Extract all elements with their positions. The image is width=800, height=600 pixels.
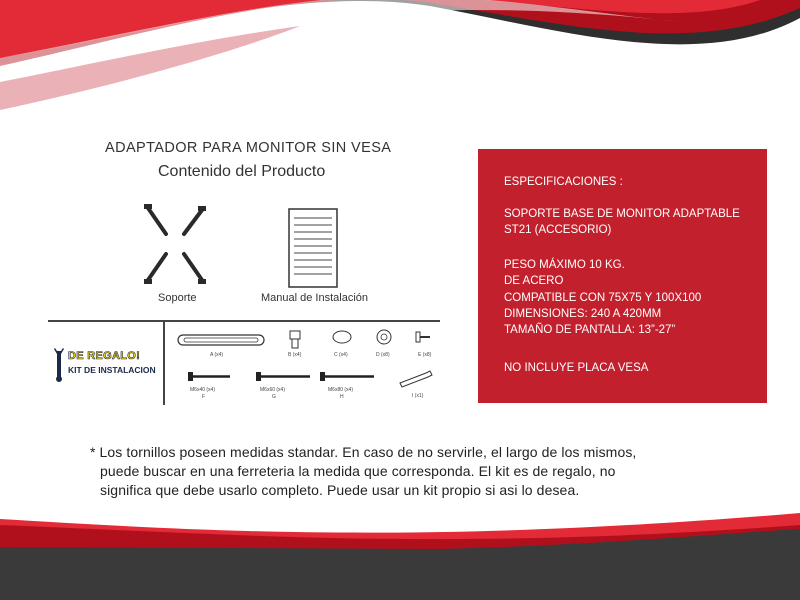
part-label-b: B (x4) — [288, 352, 302, 358]
specifications-card — [478, 149, 767, 403]
hardware-parts-illustration — [168, 325, 438, 403]
product-contents-image — [48, 130, 440, 405]
bottom-wave-decoration — [0, 505, 800, 600]
part-b-spacer-icon — [290, 331, 300, 348]
part-f-screw-icon — [188, 372, 230, 381]
part-letter-g: G — [272, 394, 276, 400]
manual-icon — [288, 208, 338, 288]
spec-model-line-2: ST21 (ACCESORIO) — [504, 224, 612, 236]
part-label-f: M6x40 (x4) — [190, 387, 216, 393]
spec-header: ESPECIFICACIONES : — [504, 176, 623, 188]
part-label-h: M6x80 (x4) — [328, 387, 354, 393]
part-label-i: I (x1) — [412, 393, 424, 399]
part-label-c: C (x4) — [334, 352, 348, 358]
part-letter-f: F — [202, 394, 206, 400]
manual-label: Manual de Instalación — [261, 292, 369, 304]
part-label-d: D (x8) — [376, 352, 390, 358]
part-h-screw-icon — [320, 372, 374, 381]
spec-screen-size: TAMAÑO DE PANTALLA: 13”-27” — [504, 324, 676, 336]
part-g-screw-icon — [256, 372, 310, 381]
panel-divider-horizontal — [48, 320, 440, 322]
part-i-hex-key-icon — [400, 371, 432, 387]
support-label: Soporte — [158, 292, 197, 304]
part-label-e: E (x8) — [418, 352, 432, 358]
gift-kit-subtitle: KIT DE INSTALACION — [68, 365, 156, 375]
part-e-screw-icon — [416, 332, 430, 342]
footnote-line-1: * Los tornillos poseen medidas standar. En caso de no servirle, el largo de los mismos, — [90, 444, 637, 460]
spec-no-vesa-note: NO INCLUYE PLACA VESA — [504, 362, 649, 374]
spec-compatibility: COMPATIBLE CON 75X75 Y 100X100 — [504, 292, 702, 304]
product-title: ADAPTADOR PARA MONITOR SIN VESA — [105, 140, 392, 156]
panel-divider-vertical — [163, 322, 165, 405]
part-d-nut-icon — [377, 330, 391, 344]
part-a-bar-icon — [178, 335, 264, 345]
top-wave-decoration — [0, 0, 800, 110]
part-letter-h: H — [340, 394, 344, 400]
part-c-cap-icon — [333, 331, 351, 343]
footnote-line-3: significa que debe usarlo completo. Puede usar un kit propio si asi lo desea. — [100, 482, 580, 498]
product-subtitle: Contenido del Producto — [158, 163, 326, 180]
footnote-line-2: puede buscar en una ferreteria la medida que corresponda. El kit es de regalo, no — [100, 463, 616, 479]
spec-max-weight: PESO MÁXIMO 10 KG. — [504, 259, 625, 271]
gift-kit-title: DE REGALO! — [68, 350, 141, 362]
gift-kit-badge — [52, 348, 160, 384]
spec-material: DE ACERO — [504, 275, 564, 287]
part-label-a: A (x4) — [210, 352, 224, 358]
spec-dimensions: DIMENSIONES: 240 A 420MM — [504, 308, 662, 320]
part-label-g: M6x60 (x4) — [260, 387, 286, 393]
spec-model-line-1: SOPORTE BASE DE MONITOR ADAPTABLE — [504, 208, 740, 220]
wrench-icon — [52, 348, 66, 382]
bracket-arms-illustration — [140, 200, 210, 290]
